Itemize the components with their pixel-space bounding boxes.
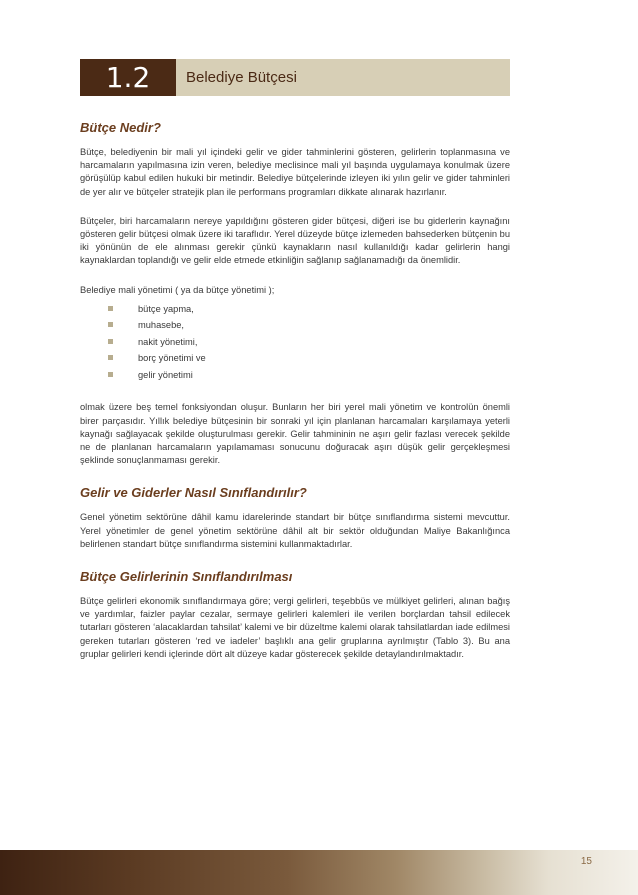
square-bullet-icon (108, 355, 113, 360)
heading-gelir-giderler: Gelir ve Giderler Nasıl Sınıflandırılır? (80, 485, 307, 501)
list-item (80, 367, 510, 384)
paragraph: olmak üzere beş temel fonksiyondan oluşur. Bunların her biri yerel mali yönetim ve kontrolün önemli birer parçasıdır. Yıllık belediye bütçesinin bir sonraki yıl için planlanan harcamaları karşılamaya yeterli kaynağı sağlayacak şekilde oluşturulması gerekir. Gelir tahmininin ne aşırı gelir fazlası verecek şekilde ne de planlanan harcamaların yapılamaması sonucunu doğuracak aşırı düşük gelir gerçekleşmesi şeklinde sonuçlanmaması gerekir. (80, 402, 510, 466)
square-bullet-icon (108, 339, 113, 344)
list-item-text: bütçe yapma, (138, 303, 194, 314)
paragraph: Belediye mali yönetimi ( ya da bütçe yönetimi ); (80, 284, 275, 295)
square-bullet-icon (108, 372, 113, 377)
heading-butce-gelirleri: Bütçe Gelirlerinin Sınıflandırılması (80, 568, 293, 584)
heading-butce-nedir: Bütçe Nedir? (80, 120, 161, 135)
page-number: 15 (580, 856, 592, 867)
list-item (80, 301, 510, 318)
list-item-text: borç yönetimi ve (138, 353, 206, 364)
paragraph: Bütçe gelirleri ekonomik sınıflandırmaya göre; vergi gelirleri, teşebbüs ve mülkiyet gelirleri, alınan bağış ve yardımlar, faizler paylar cezalar, sermaye gelirleri kalemleri ile verilen borçlardan tahsil edilecek tutarları gösteren ‘alacaklardan tahsilat’ kalemi ve bir düzeltme kalemi olarak tahsilatlardan iade edilmesi gereken tutarları gösteren ‘red ve iadeler’ başlıklı ana gelir gruplarına ayrılmıştır (Tablo 3). Bu ana gruplar gelirleri kendi içlerinde dört alt düzeye kadar gösterecek şekilde detaylandırılmaktadır. (80, 595, 510, 659)
list-item (80, 334, 510, 351)
square-bullet-icon (108, 322, 113, 327)
section-title: Belediye Bütçesi (176, 59, 510, 96)
paragraph: Bütçe, belediyenin bir mali yıl içindeki gelir ve gider tahminlerini gösteren, gelirlerin toplanmasına ve harcamaların yapılmasına izin veren, belediye meclisince mali yıl başında uygulamaya konulmak üzere görüşülüp kabul edilen hukuki bir metindir. Belediye bütçelerinde izleyen iki yılın gelir ve gider tahminleri de yer alır ve bütçeler stratejik plan ile performans programları dikkate alınarak hazırlanır. (80, 147, 510, 197)
section-number: 1.2 (80, 59, 176, 96)
bullet-list (80, 301, 510, 384)
list-item (80, 317, 510, 334)
list-item (80, 350, 510, 367)
list-item-text: muhasebe, (138, 320, 184, 331)
paragraph: Genel yönetim sektörüne dâhil kamu idarelerinde standart bir bütçe sınıflandırma sistemi mevcuttur. Yerel yönetimler de genel yönetim sektörüne dâhil alt bir sektör olduğundan Maliye Bakanlığınca belirlenen standart bütçe sınıflandırma sistemini kullanmaktadırlar. (80, 512, 510, 549)
paragraph: Bütçeler, biri harcamaların nereye yapıldığını gösteren gider bütçesi, diğeri ise bu giderlerin kaynağını gösteren gelir bütçesi olmak üzere iki taraflıdır. Yerel düzeyde bütçe izlemeden bahsederken bütçenin bu iki yönünün de ele alınması gerekir çünkü kaynakların nasıl kullanıldığı kadar gelirlerin hangi kaynaklardan toplandığı ve gelir elde etmede etkinliğin sağlanıp sağlanamadığı da önemlidir. (80, 215, 510, 266)
section-header (80, 59, 510, 96)
main-content (80, 120, 510, 677)
list-item-text: nakit yönetimi, (138, 336, 198, 347)
footer-gradient-bar (0, 850, 638, 895)
square-bullet-icon (108, 306, 113, 311)
list-item-text: gelir yönetimi (138, 369, 193, 380)
